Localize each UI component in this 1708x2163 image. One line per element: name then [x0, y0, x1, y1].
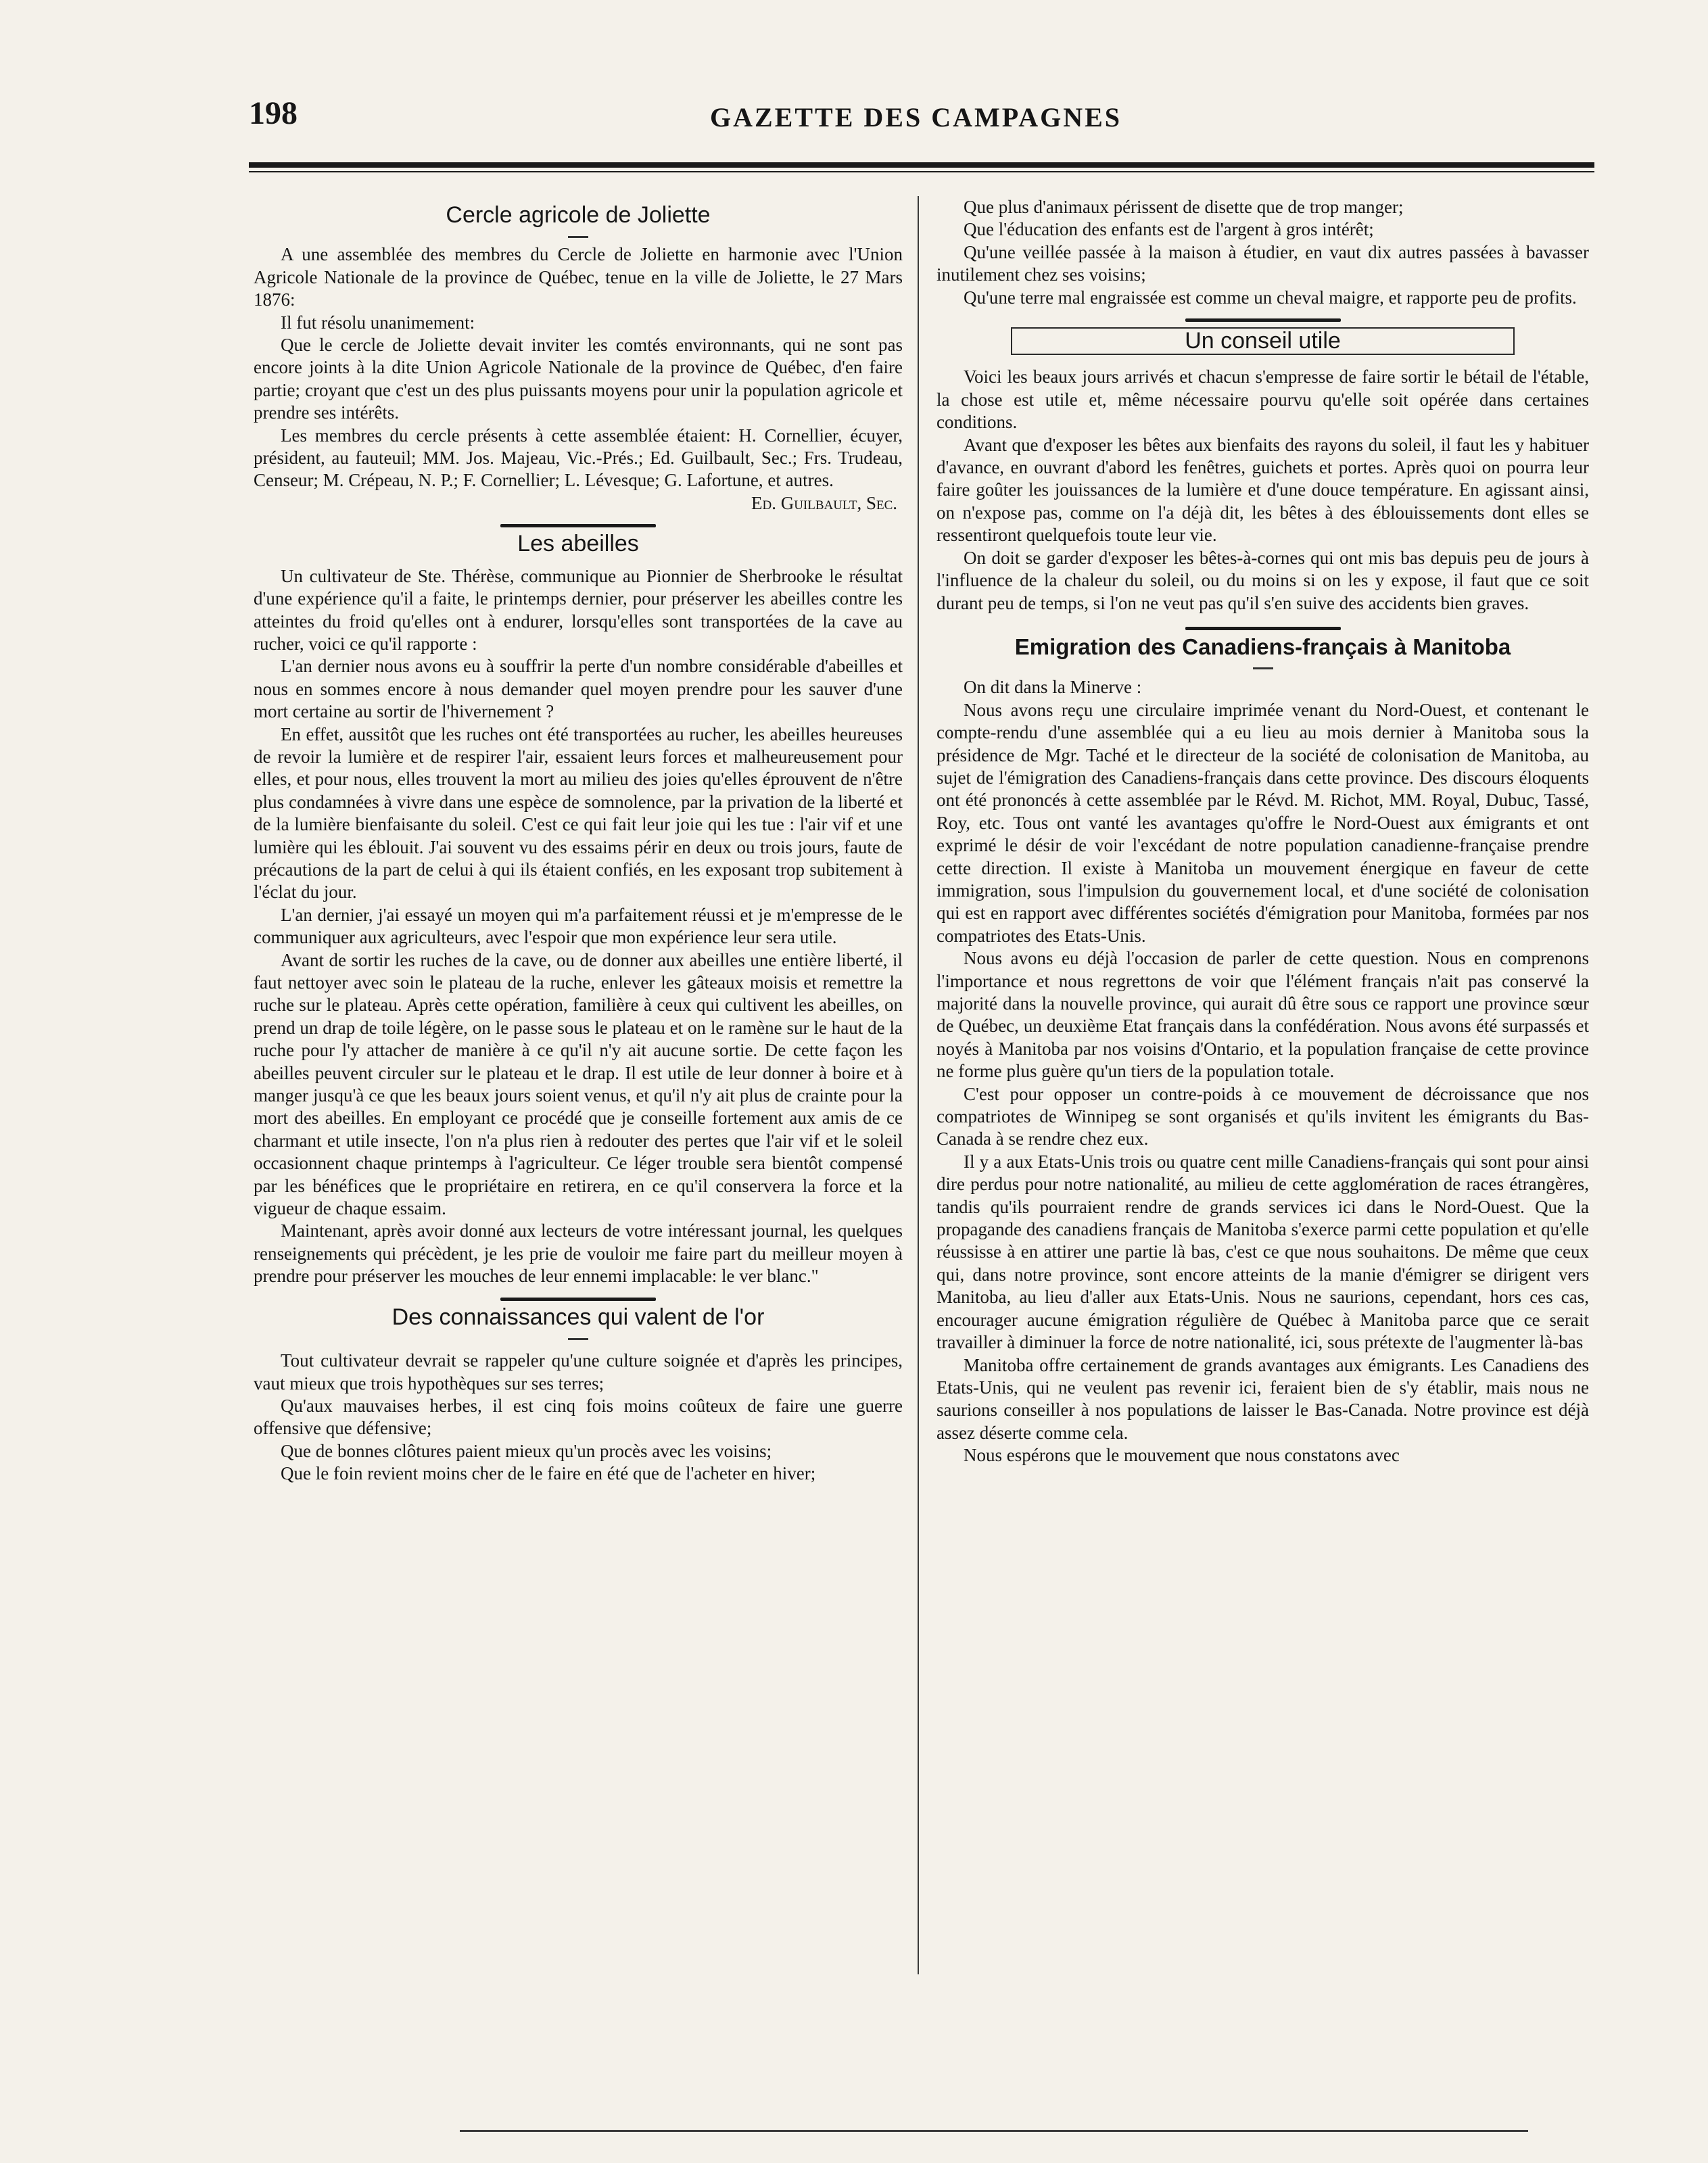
paragraph: Que de bonnes clôtures paient mieux qu'un procès avec les voisins;	[281, 1440, 772, 1461]
article-conseil-utile	[936, 327, 1589, 615]
running-head: GAZETTE DES CAMPAGNES	[710, 102, 1122, 133]
paragraph: A une assemblée des membres du Cercle de Joliette en harmonie avec l'Union Agricole Nationale de la province de Québec, tenue en la ville de Joliette, le 27 Mars 1876:	[254, 244, 903, 310]
paragraph: Un cultivateur de Ste. Thérèse, communique au Pionnier de Sherbrooke le résultat d'une expérience qu'il a faite, le printemps dernier, pour préserver les abeilles contre les atteintes du froid qu'elles ont à endurer, lorsqu'elles sont transportées de la cave au rucher, voici ce qu'il rapporte :	[254, 565, 903, 654]
paragraph: Manitoba offre certainement de grands avantages aux émigrants. Les Canadiens des Etats-Unis, qui ne veulent pas revenir ici, feraient bien de s'y établir, mais nous ne saurions conseiller à nos populations de laisser le Bas-Canada. Notre province est déjà assez déserte comme cela.	[936, 1354, 1589, 1443]
paragraph: Il fut résolu unanimement:	[281, 312, 475, 333]
paragraph: Qu'une terre mal engraissée est comme un cheval maigre, et rapporte peu de profits.	[964, 287, 1577, 308]
article-title: Des connaissances qui valent de l'or	[392, 1304, 765, 1330]
paragraph: Que le cercle de Joliette devait inviter les comtés environnants, qui ne sont pas encore joints à la dite Union Agricole Nationale de la province de Québec, d'en faire partie; croyant que c'est un des plus puissants moyens pour unir la population agricole et prendre ses intérêts.	[254, 335, 903, 423]
header-rule	[249, 162, 1594, 168]
paragraph: Nous avons reçu une circulaire imprimée venant du Nord-Ouest, et contenant le compte-rendu d'une assemblée qui a eu lieu au mois dernier à Manitoba sous la présidence de Mgr. Taché et le directeur de la société de colonisation de Manitoba, au sujet de l'émigration des Canadiens-français dans cette province. Des discours éloquents ont été prononcés à cette assemblée par le Révd. M. Richot, MM. Royal, Dubuc, Tassé, Roy, etc. Tous ont vanté les avantages qu'offre le Nord-Ouest aux émigrants et ont exprimé le désir de voir l'excédant de notre population canadienne-française prendre cette direction. Il existe à Manitoba un mouvement énergique en faveur de cette immigration, sous l'impulsion du gouvernement local, et d'une société de colonisation qui est en rapport avec différentes sociétés d'émigration pour Manitoba, formées par nos compatriotes des Etats-Unis.	[936, 699, 1589, 946]
paragraph: Nous avons eu déjà l'occasion de parler de cette question. Nous en comprenons l'importance et nous regrettons de voir que l'élément français n'ait pas conservé la majorité dans la nouvelle province, qui aurait dû être sous ce rapport une province sœur de Québec, un deuxième Etat français dans la confédération. Nous avons été surpassés et noyés à Manitoba par nos voisins d'Ontario, et la population française de cette province ne forme plus guère qu'un tiers de la population totale.	[936, 948, 1589, 1082]
header-rule-thin	[249, 171, 1594, 172]
paragraph: C'est pour opposer un contre-poids à ce mouvement de décroissance que nos compatriotes de Winnipeg se sont organisés et qu'ils invitent les émigrants du Bas-Canada à se rendre chez eux.	[936, 1083, 1589, 1149]
paragraph: On dit dans la Minerve :	[964, 677, 1142, 698]
title-dash	[568, 236, 588, 238]
article-continuation	[936, 196, 1589, 309]
paragraph: Il y a aux Etats-Unis trois ou quatre cent mille Canadiens-français qui sont pour ainsi dire perdus pour notre nationalité, au milieu de cette agglomération de races étrangères, tandis qu'ils pourraient rendre de grands services ici dans le Nord-Ouest. Que la propagande des canadiens français de Manitoba s'exerce parmi cette population et qu'elle réussisse à en attirer une partie là bas, c'est ce que nous souhaitons. De même que ceux qui, dans notre province, sont encore atteints de la manie d'émigrer se dirigent vers Manitoba, au lieu d'aller aux Etats-Unis. Nous ne saurions, cependant, hors ces cas, encourager aucune émigration régulière de Québec à Manitoba parce que ce serait travailler à diminuer la force de notre nationalité, ici, sous prétexte de l'augmenter là-bas	[936, 1151, 1589, 1353]
section-separator	[1185, 318, 1341, 322]
paragraph: Qu'aux mauvaises herbes, il est cinq fois moins coûteux de faire une guerre offensive que défensive;	[254, 1395, 903, 1439]
page-number: 198	[249, 95, 298, 131]
paragraph: Tout cultivateur devrait se rappeler qu'une culture soignée et d'après les principes, vaut mieux que trois hypothèques sur ses terres;	[254, 1350, 903, 1394]
article-title: Emigration des Canadiens-français à Manitoba	[1014, 634, 1511, 659]
article-les-abeilles	[254, 533, 903, 1287]
paragraph: En effet, aussitôt que les ruches ont été transportées au rucher, les abeilles heureuses de revoir la lumière et de respirer l'air, essaient leurs forces et malheureusement pour elles, et pour nous, elles trouvent la mort au milieu des joies qu'elles éprouvent de n'être plus condamnées à vivre dans une espèce de somnolence, par la privation de la liberté et de la lumière bienfaisante du soleil. C'est ce qui fait leur joie qui les tue : l'air vif et une lumière qui les éblouit. J'ai souvent vu des essaims périr en deux ou trois jours, faute de précautions de la part de celui à qui ils étaient confiés, en les exposant trop subitement à l'éclat du jour.	[254, 723, 903, 903]
section-separator	[1185, 627, 1341, 630]
paragraph: Avant que d'exposer les bêtes aux bienfaits des rayons du soleil, il faut les y habituer d'avance, en ouvrant d'abord les fenêtres, guichets et portes. Après quoi on pourra leur faire goûter les jouissances de la lumière et d'une douce température. En agissant ainsi, on n'expose pas, comme on l'a déjà dit, les bêtes à des éblouissements dont elles se ressentiront quelquefois toute leur vie.	[936, 434, 1589, 546]
paragraph: Voici les beaux jours arrivés et chacun s'empresse de faire sortir le bétail de l'étable, la chose est utile et, même nécessaire pourvu qu'elle soit opérée dans certaines conditions.	[936, 366, 1589, 433]
paragraph: Nous espérons que le mouvement que nous constatons avec	[964, 1445, 1400, 1466]
article-emigration	[936, 636, 1589, 1467]
paragraph: Maintenant, après avoir donné aux lecteurs de votre intéressant journal, les quelques renseignements qui précèdent, je les prie de vouloir me faire part du meilleur moyen à prendre pour préserver les mouches de leur ennemi implacable: le ver blanc."	[254, 1220, 903, 1287]
signature: Ed. Guilbault, Sec.	[751, 492, 897, 513]
paragraph: Les membres du cercle présents à cette assemblée étaient: H. Cornellier, écuyer, président, au fauteuil; MM. Jos. Majeau, Vic.-Prés.; Ed. Guilbault, Sec.; Frs. Trudeau, Censeur; M. Crépeau, N. P.; F. Cornellier; L. Lévesque; G. Lafortune, et autres.	[254, 425, 903, 491]
article-cercle-joliette	[254, 204, 903, 515]
title-box	[1011, 327, 1515, 355]
column-divider	[918, 196, 919, 1974]
article-title: Un conseil utile	[1185, 328, 1341, 354]
left-column	[254, 196, 903, 1485]
article-connaissances	[254, 1306, 903, 1485]
article-title: Les abeilles	[517, 531, 639, 557]
paragraph: L'an dernier nous avons eu à souffrir la perte d'un nombre considérable d'abeilles et nous en sommes encore à nous demander quel moyen prendre pour les sauver d'une mort certaine au sortir de l'hivernement ?	[254, 656, 903, 722]
section-separator	[500, 524, 656, 527]
paragraph: L'an dernier, j'ai essayé un moyen qui m'a parfaitement réussi et je m'empresse de le communiquer aux agriculteurs, avec l'espoir que mon expérience leur sera utile.	[254, 904, 903, 948]
paragraph: Avant de sortir les ruches de la cave, ou de donner aux abeilles une entière liberté, il faut nettoyer avec soin le plateau de la ruche, enlever les gâteaux moisis et remettre la ruche sur le plateau. Après cette opération, familière à ceux qui cultivent les abeilles, on prend un drap de toile légère, on le passe sous le plateau et on le ramène sur le haut de la ruche pour l'y attacher de manière à ce qu'il n'y ait aucune sortie. De cette façon les abeilles peuvent circuler sur le plateau et le drap. Il est utile de leur donner à boire et à manger jusqu'à ce que les beaux jours soient venus, et qu'il n'y ait plus de crainte pour la mort des abeilles. En employant ce procédé que je conseille fortement aux amis de ce charmant et utile insecte, l'on n'a plus rien à redouter des pertes que l'air vif et le soleil occasionnent chaque printemps à l'agriculteur. Ce léger trouble sera bientôt compensé par les bénéfices que le propriétaire en retirera, en ce qu'il conservera la force et la vigueur de chaque essaim.	[254, 949, 903, 1219]
title-dash	[568, 1338, 588, 1340]
paragraph: Que le foin revient moins cher de le faire en été que de l'acheter en hiver;	[281, 1463, 816, 1484]
paragraph: On doit se garder d'exposer les bêtes-à-cornes qui ont mis bas depuis peu de jours à l'influence de la chaleur du soleil, ou du moins si on les y expose, il faut que ce soit durant peu de temps, si l'on ne veut pas qu'il s'en suive des accidents bien graves.	[936, 547, 1589, 613]
paragraph: Qu'une veillée passée à la maison à étudier, en vaut dix autres passées à bavasser inutilement chez ses voisins;	[936, 241, 1589, 285]
paragraph: Que l'éducation des enfants est de l'argent à gros intérêt;	[964, 219, 1374, 240]
footer-rule	[460, 2130, 1528, 2132]
section-separator	[500, 1298, 656, 1301]
right-column	[936, 196, 1589, 1467]
article-title: Cercle agricole de Joliette	[446, 202, 711, 228]
paragraph: Que plus d'animaux périssent de disette que de trop manger;	[964, 197, 1404, 217]
title-dash	[1253, 667, 1273, 669]
